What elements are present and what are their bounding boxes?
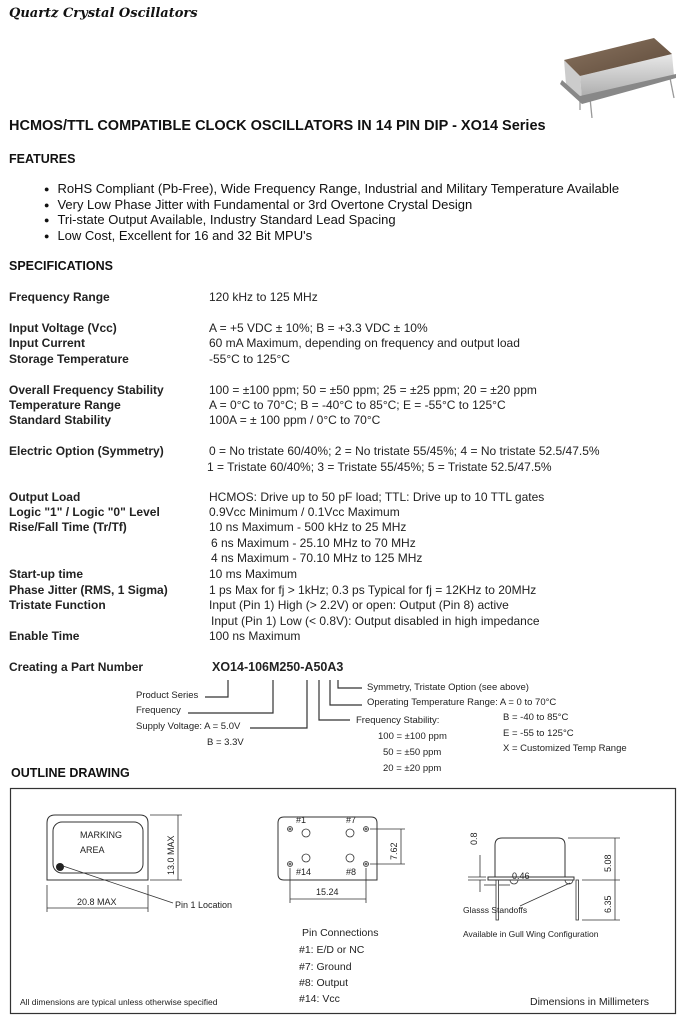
pin-label-7: #7 bbox=[346, 815, 357, 825]
glass-standoffs-label: Glasss Standoffs bbox=[463, 905, 528, 915]
dim-6-35: 6.35 bbox=[603, 895, 613, 913]
pn-temp-range-b: B = -40 to 85°C bbox=[503, 712, 569, 723]
pn-stability-50: 50 = ±50 ppm bbox=[383, 747, 442, 758]
spec-label: Input Current bbox=[9, 336, 85, 350]
spec-value: 0 = No tristate 60/40%; 2 = No tristate 55/45%; 4 = No tristate 52.5/47.5% bbox=[209, 444, 600, 458]
pn-stability-label: Frequency Stability: bbox=[356, 715, 440, 726]
spec-value: 100 ns Maximum bbox=[209, 629, 301, 643]
pn-product-series: Product Series bbox=[136, 690, 199, 701]
feature-item: ● RoHS Compliant (Pb-Free), Wide Frequency Range, Industrial and Military Temperature Available bbox=[44, 181, 619, 196]
dim-0-8: 0.8 bbox=[469, 832, 479, 845]
pn-frequency: Frequency bbox=[136, 705, 181, 716]
part-number-label: Creating a Part Number bbox=[9, 660, 144, 674]
spec-label: Tristate Function bbox=[9, 598, 106, 612]
pin1-dot bbox=[56, 863, 64, 871]
feature-item: ● Tri-state Output Available, Industry Standard Lead Spacing bbox=[44, 212, 396, 227]
pin-label-1: #1 bbox=[296, 815, 307, 825]
spec-value: A = 0°C to 70°C; B = -40°C to 85°C; E = -55°C to 125°C bbox=[209, 398, 506, 412]
spec-label: Frequency Range bbox=[9, 290, 110, 304]
spec-value: 0.9Vcc Minimum / 0.1Vcc Maximum bbox=[209, 505, 400, 519]
spec-value: Input (Pin 1) High (> 2.2V) or open: Output (Pin 8) active bbox=[209, 598, 509, 612]
pn-temp-range-x: X = Customized Temp Range bbox=[503, 743, 627, 754]
spec-label: Logic "1" / Logic "0" Level bbox=[9, 505, 160, 519]
pn-symmetry: Symmetry, Tristate Option (see above) bbox=[367, 682, 529, 693]
spec-value: 60 mA Maximum, depending on frequency and output load bbox=[209, 336, 520, 350]
pn-supply-voltage-b: B = 3.3V bbox=[207, 737, 244, 748]
spec-label: Input Voltage (Vcc) bbox=[9, 321, 117, 335]
spec-value: 10 ns Maximum - 500 kHz to 25 MHz bbox=[209, 520, 407, 534]
pin-label-8: #8 bbox=[346, 867, 357, 877]
pin-connection: #8: Output bbox=[299, 977, 349, 989]
spec-label: Electric Option (Symmetry) bbox=[9, 444, 164, 458]
pin-spacing-h: 15.24 bbox=[316, 887, 339, 897]
pn-temp-range-a: Operating Temperature Range: A = 0 to 70°C bbox=[367, 697, 557, 708]
side-view-drawing bbox=[463, 832, 620, 939]
pin-connection: #14: Vcc bbox=[299, 993, 340, 1005]
part-number-leaders bbox=[188, 680, 362, 728]
spec-label: Start-up time bbox=[9, 567, 84, 581]
spec-label: Storage Temperature bbox=[9, 352, 129, 366]
feature-item: ● Low Cost, Excellent for 16 and 32 Bit MPU's bbox=[44, 228, 312, 243]
dim-5-08: 5.08 bbox=[603, 854, 613, 872]
spec-label: Standard Stability bbox=[9, 413, 112, 427]
pn-stability-20: 20 = ±20 ppm bbox=[383, 763, 442, 774]
width-dim: 20.8 MAX bbox=[77, 897, 117, 907]
pin-layout-drawing bbox=[278, 815, 405, 903]
spec-value: 4 ns Maximum - 70.10 MHz to 125 MHz bbox=[211, 551, 423, 565]
feature-item: ● Very Low Phase Jitter with Fundamental or 3rd Overtone Crystal Design bbox=[44, 197, 472, 212]
spec-value: Input (Pin 1) Low (< 0.8V): Output disabled in high impedance bbox=[211, 613, 540, 628]
features-heading: FEATURES bbox=[9, 152, 76, 166]
spec-label: Enable Time bbox=[9, 629, 80, 643]
spec-value: HCMOS: Drive up to 50 pF load; TTL: Drive up to 10 TTL gates bbox=[209, 490, 545, 504]
spec-value: 10 ms Maximum bbox=[209, 567, 298, 581]
spec-value: 1 ps Max for fj > 1kHz; 0.3 ps Typical for fj = 12KHz to 20MHz bbox=[209, 583, 537, 597]
spec-label: Temperature Range bbox=[9, 398, 121, 412]
gull-wing-note: Available in Gull Wing Configuration bbox=[463, 929, 599, 939]
specifications-heading: SPECIFICATIONS bbox=[9, 259, 113, 273]
pin-connections-title: Pin Connections bbox=[302, 927, 379, 939]
spec-label: Overall Frequency Stability bbox=[9, 383, 164, 397]
spec-value: 120 kHz to 125 MHz bbox=[209, 290, 318, 304]
pn-supply-voltage-a: Supply Voltage: A = 5.0V bbox=[136, 721, 241, 732]
spec-value: A = +5 VDC ± 10%; B = +3.3 VDC ± 10% bbox=[209, 321, 428, 335]
page-title: HCMOS/TTL COMPATIBLE CLOCK OSCILLATORS IN 14 PIN DIP - XO14 Series bbox=[9, 118, 546, 134]
pin-label-14: #14 bbox=[296, 867, 312, 877]
spec-value: 1 = Tristate 60/40%; 3 = Tristate 55/45%; 5 = Tristate 52.5/47.5% bbox=[207, 459, 552, 474]
pin-spacing-v: 7.62 bbox=[389, 842, 399, 860]
spec-value: 100 = ±100 ppm; 50 = ±50 ppm; 25 = ±25 ppm; 20 = ±20 ppm bbox=[209, 383, 537, 397]
spec-value: -55°C to 125°C bbox=[209, 352, 290, 366]
spec-value: 6 ns Maximum - 25.10 MHz to 70 MHz bbox=[211, 535, 416, 550]
marking-text: MARKING bbox=[80, 830, 123, 840]
spec-value: 100A = ± 100 ppm / 0°C to 70°C bbox=[209, 413, 381, 427]
spec-label: Rise/Fall Time (Tr/Tf) bbox=[9, 520, 127, 534]
typical-dimensions-note: All dimensions are typical unless otherwise specified bbox=[20, 997, 218, 1007]
pin-connection: #7: Ground bbox=[299, 961, 352, 973]
spec-label: Phase Jitter (RMS, 1 Sigma) bbox=[9, 583, 168, 597]
pin-connection: #1: E/D or NC bbox=[299, 944, 365, 956]
height-dim: 13.0 MAX bbox=[166, 835, 176, 875]
pin1-location-label: Pin 1 Location bbox=[175, 900, 233, 910]
spec-label: Output Load bbox=[9, 490, 81, 504]
outline-heading: OUTLINE DRAWING bbox=[11, 766, 130, 780]
top-view-drawing bbox=[47, 815, 232, 912]
pn-temp-range-e: E = -55 to 125°C bbox=[503, 728, 574, 739]
area-text: AREA bbox=[80, 845, 105, 855]
part-number-code: XO14-106M250-A50A3 bbox=[212, 660, 344, 674]
dim-0-46: 0.46 bbox=[512, 871, 530, 881]
units-note: Dimensions in Millimeters bbox=[530, 996, 650, 1008]
pn-stability-100: 100 = ±100 ppm bbox=[378, 731, 447, 742]
brand-title: Quartz Crystal Oscillators bbox=[9, 6, 198, 21]
